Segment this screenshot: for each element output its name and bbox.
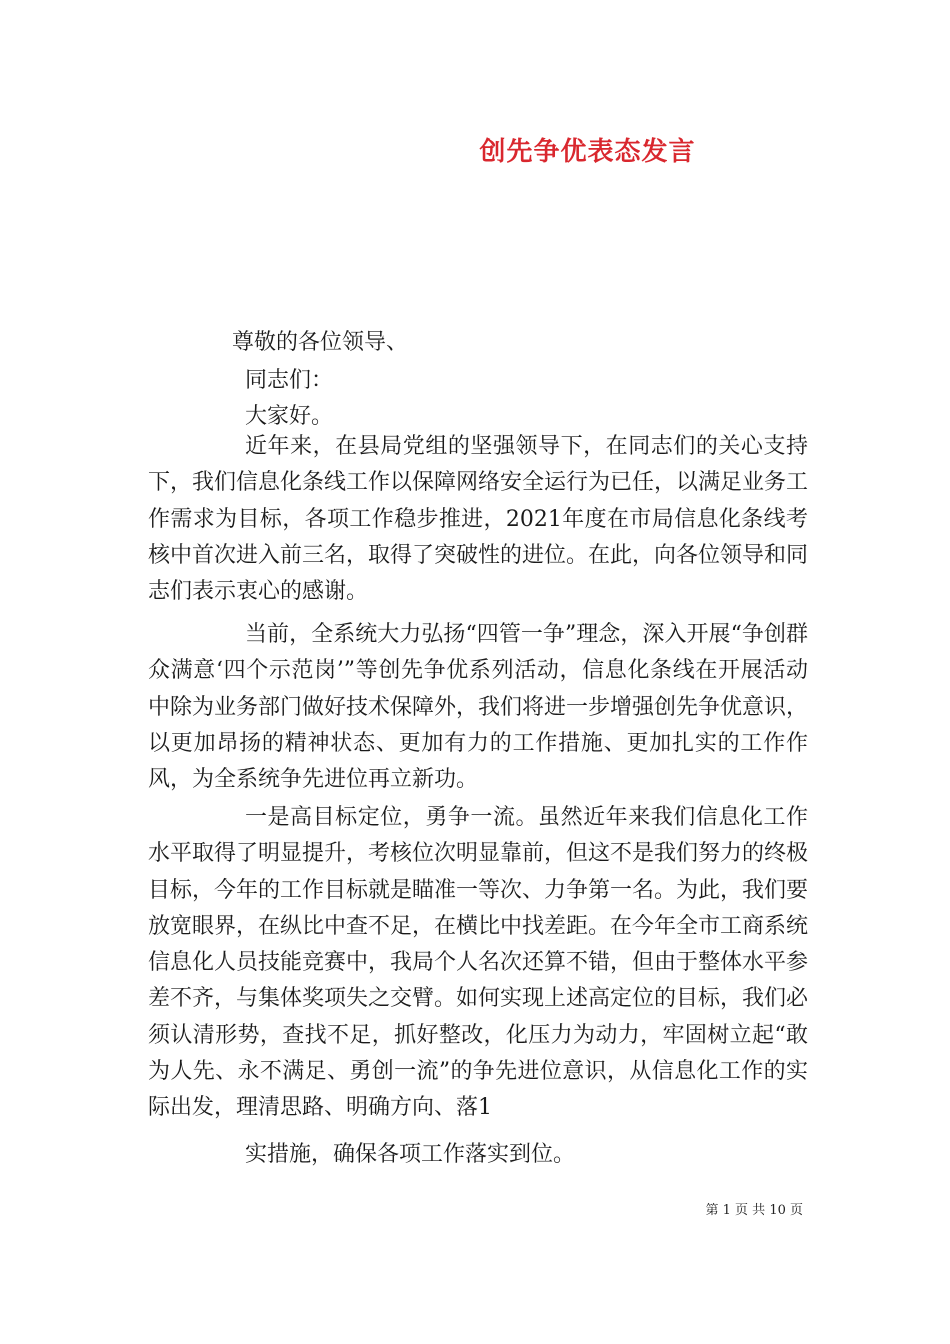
paragraph-goal: 一是高目标定位，勇争一流。虽然近年来我们信息化工作水平取得了明显提升，考核位次明显靠前，但这不是我们努力的终极目标，今年的工作目标就是瞄准一等次、力争第一名。为此，我们要放宽眼界，在纵比中查不足，在横比中找差距。在今年全市工商系统信息化人员技能竞赛中，我局个人名次还算不错，但由于整体水平参差不齐，与集体奖项失之交臂。如何实现上述高定位的目标，我们必须认清形势，查找不足，抓好整改，化压力为动力，牢固树立起“敢为人先、永不满足、勇创一流”的争先进位意识，从信息化工作的实际出发，理清思路、明确方向、落1 [148,805,809,1121]
greeting-line-leaders: 尊敬的各位领导、 [232,330,409,355]
paragraph-continuation: 实措施，确保各项工作落实到位。 [245,1142,576,1167]
greeting-line-hello: 大家好。 [245,404,334,429]
paragraph-intro: 近年来，在县局党组的坚强领导下，在同志们的关心支持下，我们信息化条线工作以保障网络安全运行为已任，以满足业务工作需求为目标，各项工作稳步推进，2021年度在市局信息化条线考核中首次进入前三名，取得了突破性的进位。在此，向各位领导和同志们表示衷心的感谢。 [148,434,809,605]
document-title: 创先争优表态发言 [479,137,696,167]
greeting-line-comrades: 同志们： [245,368,334,393]
paragraph-current: 当前，全系统大力弘扬“四管一争”理念，深入开展“争创群众满意‘四个示范岗’”等创先争优系列活动，信息化条线在开展活动中除为业务部门做好技术保障外，我们将进一步增强创先争优意识，以更加昂扬的精神状态、更加有力的工作措施、更加扎实的工作作风，为全系统争先进位再立新功。 [148,622,809,793]
page-number: 第 1 页 共 10 页 [705,1203,803,1218]
